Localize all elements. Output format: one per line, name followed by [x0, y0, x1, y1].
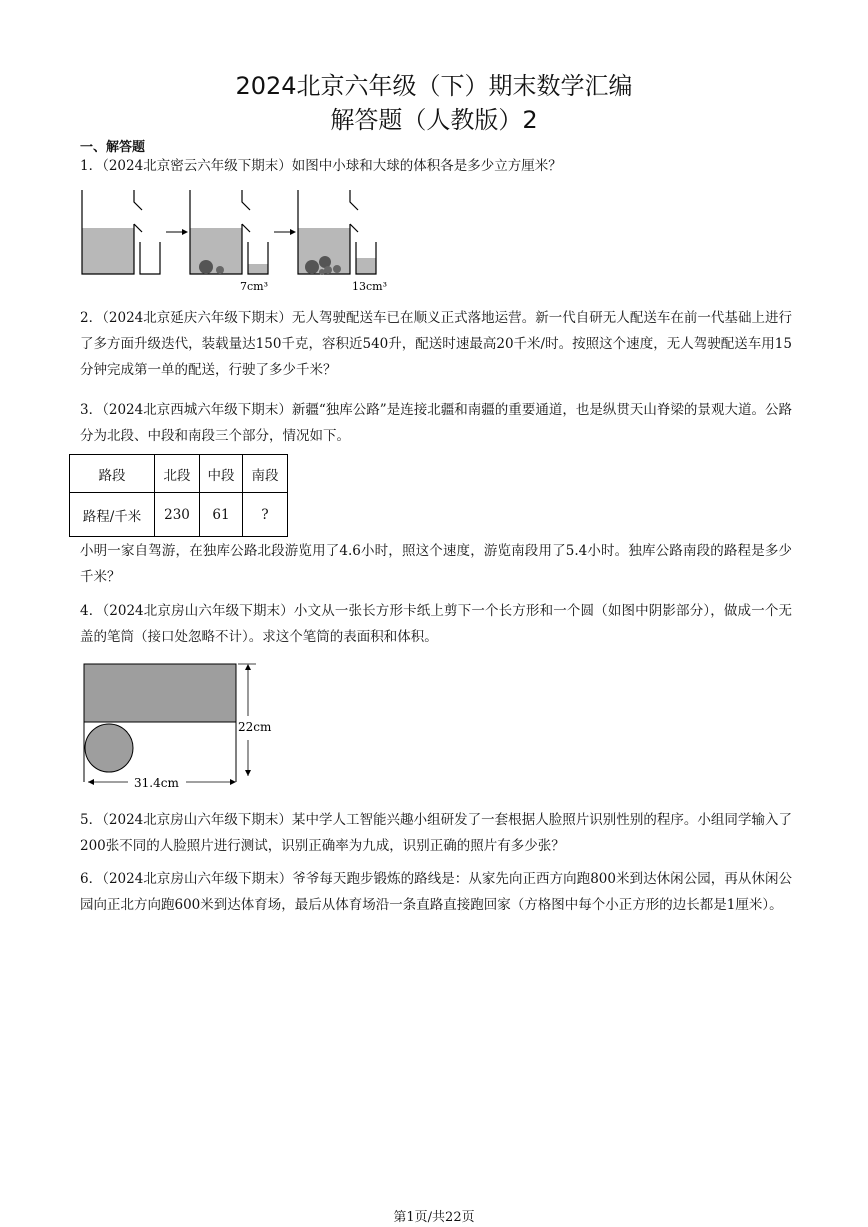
- label-7cm3: 7cm³: [240, 280, 268, 293]
- q4-pen-holder-figure: [78, 660, 288, 796]
- page-footer: 第1页/共22页: [393, 1210, 475, 1225]
- cut-rectangle: [84, 664, 236, 722]
- stage-2: [190, 190, 296, 274]
- width-label: 31.4cm: [134, 776, 179, 790]
- section-heading: 一、解答题: [80, 140, 146, 155]
- stage-1: [82, 190, 188, 274]
- label-13cm3: 13cm³: [352, 280, 387, 293]
- cup-3-water: [356, 258, 376, 274]
- table-header-cell: 南段: [243, 455, 288, 493]
- small-ball: [216, 266, 224, 274]
- table-header-cell: 中段: [200, 455, 243, 493]
- big-ball: [199, 260, 213, 274]
- table-row: [70, 493, 288, 537]
- table-header-row: [70, 455, 288, 493]
- cup-1: [140, 242, 160, 274]
- cut-circle: [85, 724, 133, 772]
- question-5-text: 5．（2024北京房山六年级下期末）某中学人工智能兴趣小组研发了一套根据人脸照片识别性别的程序。小组同学输入了200张不同的人脸照片进行测试，识别正确率为九成，识别正确的照片有多少张？: [80, 812, 792, 854]
- question-4-text: 4．（2024北京房山六年级下期末）小文从一张长方形卡纸上剪下一个长方形和一个圆（如图中阴影部分），做成一个无盖的笔筒（接口处忽略不计）。求这个笔筒的表面积和体积。: [80, 603, 792, 645]
- table-cell: ?: [243, 493, 288, 537]
- page-title-line1: 2024北京六年级（下）期末数学汇编: [235, 72, 633, 100]
- table-header-cell: 路段: [70, 455, 155, 493]
- stage-3: [298, 190, 376, 275]
- table-cell: 230: [155, 493, 200, 537]
- q1-containers-figure: [78, 186, 398, 294]
- table-cell: 路程/千米: [70, 493, 155, 537]
- cup-2-water: [248, 264, 268, 274]
- road-table: [69, 454, 288, 537]
- height-label: 22cm: [238, 720, 272, 734]
- question-1-text: 1．（2024北京密云六年级下期末）如图中小球和大球的体积各是多少立方厘米？: [80, 158, 562, 174]
- table-header-cell: 北段: [155, 455, 200, 493]
- question-6-text: 6．（2024北京房山六年级下期末）爷爷每天跑步锻炼的路线是：从家先向正西方向跑800米到达休闲公园，再从休闲公园向正北方向跑600米到达体育场，最后从体育场沿一条直路直接跑回家（方格图中每个小正方形的边长都是1厘米）。: [80, 871, 792, 913]
- question-3-text: 3．（2024北京西城六年级下期末）新疆“独库公路”是连接北疆和南疆的重要通道，也是纵贯天山脊梁的景观大道。公路分为北段、中段和南段三个部分，情况如下。: [80, 402, 792, 444]
- question-2-text: 2．（2024北京延庆六年级下期末）无人驾驶配送车已在顺义正式落地运营。新一代自研无人配送车在前一代基础上进行了多方面升级迭代，装载量达150千克，容积近540升，配送时速最高20千米/时。按照这个速度，无人驾驶配送车用15分钟完成第一单的配送，行驶了多少千米？: [80, 310, 792, 378]
- water-big-1: [82, 228, 134, 274]
- question-3-text-after: 小明一家自驾游，在独库公路北段游览用了4.6小时，照这个速度，游览南段用了5.4小时。独库公路南段的路程是多少千米？: [80, 543, 792, 585]
- page-title-line2: 解答题（人教版）2: [330, 106, 538, 134]
- table-cell: 61: [200, 493, 243, 537]
